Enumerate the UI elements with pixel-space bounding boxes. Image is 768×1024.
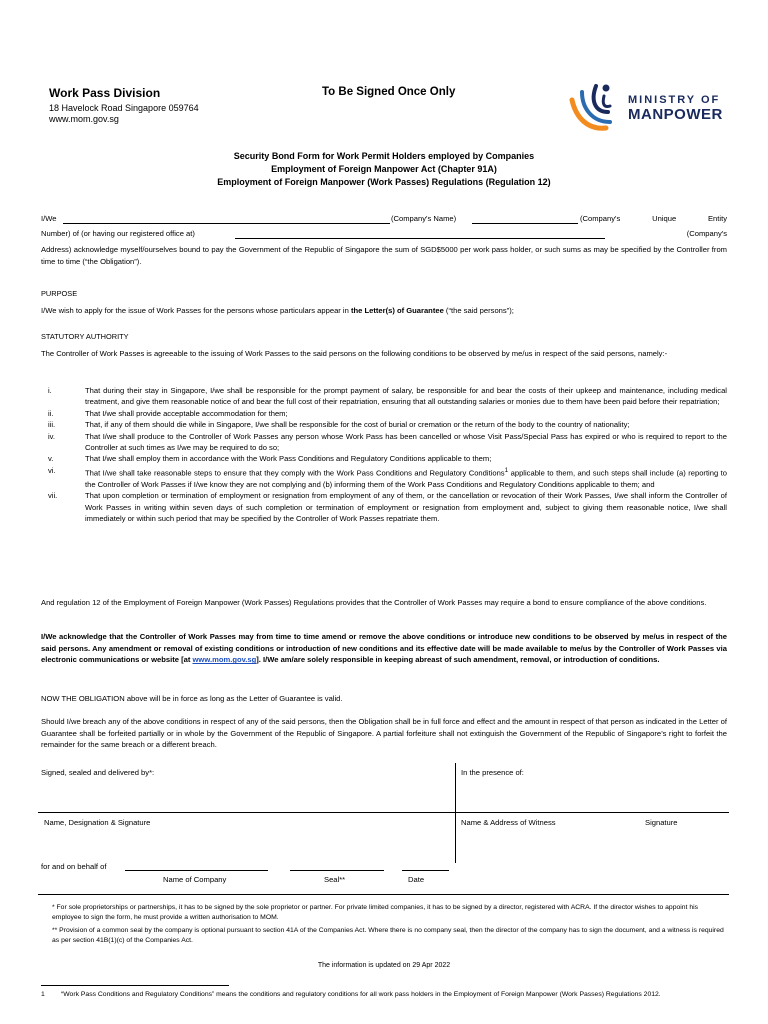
- purpose-text-b: (“the said persons”);: [445, 306, 514, 315]
- form-title-1: Security Bond Form for Work Permit Holders employed by Companies: [233, 151, 535, 161]
- signed-by-label: Signed, sealed and delivered by*:: [41, 768, 155, 777]
- condition-item: [41, 453, 727, 464]
- footnote: [41, 990, 731, 1000]
- condition-item: [41, 385, 727, 408]
- condition-item: [41, 465, 727, 490]
- obligation-rest: above will be in force as long as the Letter of Guarantee is valid.: [126, 694, 343, 703]
- form-titles: [0, 150, 768, 189]
- division-website: www.mom.gov.sg: [49, 114, 119, 124]
- division-title: Work Pass Division: [49, 86, 161, 100]
- company-name-blank[interactable]: [63, 223, 390, 224]
- company-name-field[interactable]: [125, 870, 268, 871]
- condition-text: That I/we shall provide acceptable accommodation for them;: [85, 408, 288, 418]
- seal-caption: Seal**: [324, 875, 346, 884]
- condition-text: [85, 465, 727, 490]
- witness-label: Name & Address of Witness: [461, 818, 556, 827]
- conditions-list: [41, 385, 727, 524]
- intro-company-name-label: (Company's Name): [391, 214, 457, 223]
- form-title-2: Employment of Foreign Manpower Act (Chapter 91A): [271, 164, 497, 174]
- condition-text: That during their stay in Singapore, I/we shall be responsible for the prompt payment of salary, be responsible for and bear the costs of their upkeep and maintenance, including medical treatment, and give them reasonable notice of and bear the full cost of their repatriation, ensuring that all outstanding salaries or monies due to them have been paid before their repatriation;: [85, 386, 727, 407]
- note-common-seal: ** Provision of a common seal by the company is optional pursuant to section 41A of the Companies Act. Where there is no company seal, then the director of the company has to sign the document, and a witness is required as per section 41B(1)(c) of the Companies Act.: [52, 927, 724, 944]
- footnote-ref: 1: [504, 466, 509, 474]
- witness-signature-label: Signature: [645, 818, 678, 827]
- presence-label: In the presence of:: [461, 768, 524, 777]
- form-title-3: Employment of Foreign Manpower (Work Passes) Regulations (Regulation 12): [217, 177, 551, 187]
- updated-note: The information is updated on 29 Apr 2022: [317, 962, 451, 969]
- condition-item: [41, 431, 727, 454]
- company-name-caption: Name of Company: [163, 875, 227, 884]
- signature-divider: [455, 763, 456, 863]
- mom-website-link[interactable]: www.mom.gov.sg: [192, 655, 257, 665]
- seal-field[interactable]: [290, 870, 384, 871]
- purpose-text: [41, 305, 727, 317]
- obligation-text: [41, 693, 727, 705]
- condition-num: v.: [48, 454, 54, 464]
- condition-num: ii.: [48, 408, 54, 418]
- uen-blank[interactable]: [472, 223, 578, 224]
- purpose-text-a: I/We wish to apply for the issue of Work Passes for the persons whose particulars appear in: [41, 306, 349, 315]
- condition-text-b: applicable to them, and such steps shall include (a) reporting to the Controller of Work Passes if I/we know they are not complying and (b) informing them of the Work Pass Conditions and Regulatory Conditions applicable to them; and: [85, 468, 727, 489]
- signature-line[interactable]: [38, 812, 729, 813]
- condition-item: [41, 419, 727, 430]
- date-caption: Date: [408, 875, 425, 884]
- breach-text: Should I/we breach any of the above conditions in respect of any of the said persons, then the Obligation shall be in full force and effect and the amount in respect of that person as indicated in the Letter of Guarantee shall be forfeited partially or in whole by the Government of the Republic of Singapore. A partial forfeiture shall not extinguish the Government of the Republic of Singapore’s right to forfeit the remainder for the same breach or a different breach.: [41, 717, 727, 750]
- obligation-bold: NOW THE OBLIGATION: [41, 694, 125, 703]
- division-address: 18 Havelock Road Singapore 059764: [49, 103, 199, 113]
- regulation-12-text: And regulation 12 of the Employment of Foreign Manpower (Work Passes) Regulations provides that the Controller of Work Passes may require a bond to ensure compliance of the above conditions.: [41, 598, 707, 607]
- address-blank[interactable]: [235, 238, 605, 239]
- condition-item: [41, 490, 727, 524]
- condition-text: That upon completion or termination of employment or resignation from employment of any of them, or the cancellation or revocation of their Work Passes, I/we shall inform the Controller of Work Passes in writing within seven days of such completion or termination of employment or resignation from employment and, subject to giving them reasonable notice, I/we shall immediately or within such period that may be specified by the Controller of Work Passes repatriate them.: [85, 491, 727, 523]
- mom-logo: [566, 78, 736, 142]
- condition-num: iii.: [48, 420, 56, 430]
- notes-divider: [38, 894, 729, 895]
- statutory-text: The Controller of Work Passes is agreeable to the issuing of Work Passes to the said persons on the following conditions to be observed by me/us in respect of the said persons, namely:-: [41, 349, 668, 358]
- purpose-text-bold: the Letter(s) of Guarantee: [350, 306, 444, 315]
- acknowledge-text-b: ]. I/We am/are solely responsible in keeping abreast of such amendment, removal, or introduction of conditions.: [256, 655, 660, 665]
- statutory-heading: STATUTORY AUTHORITY: [41, 332, 129, 341]
- footnote-text: “Work Pass Conditions and Regulatory Conditions” means the conditions and regulatory conditions for all work pass holders in the Employment of Foreign Manpower (Work Passes) Regulations 2012.: [61, 991, 661, 998]
- logo-text-line2: MANPOWER: [628, 106, 723, 123]
- intro-company-s: (Company's: [686, 229, 727, 238]
- condition-num: vi.: [48, 465, 56, 475]
- intro-text: Address) acknowledge myself/ourselves bound to pay the Government of the Republic of Singapore the sum of SGD$5000 per work pass holder, or such sums as may be specified by the Controller from time to time (“the Obligation”).: [41, 245, 727, 266]
- on-behalf-label: for and on behalf of: [41, 862, 107, 871]
- condition-text: That I/we shall produce to the Controller of Work Passes any person whose Work Pass has been cancelled or whose Visit Pass/Special Pass has expired or who is required to report to the Controller at such times as I/we may be required to do so;: [85, 431, 727, 453]
- condition-text: That, if any of them should die while in Singapore, I/we shall be responsible for the cost of burial or cremation or the return of the body to the country of nationality;: [85, 420, 630, 430]
- intro-we: I/We: [41, 214, 57, 223]
- condition-text-a: That I/we shall take reasonable steps to ensure that they comply with the Work Pass Conditions and Regulatory Conditions: [85, 468, 505, 478]
- date-field[interactable]: [402, 870, 449, 871]
- intro-uen-label: (Company's Unique Entity: [580, 214, 727, 223]
- purpose-heading: PURPOSE: [41, 289, 78, 298]
- acknowledge-text-a: I/We acknowledge that the Controller of Work Passes may from time to time amend or remove the above conditions or introduce new conditions to be observed by me/us in respect of the said persons. Any amendment or removal of existing conditions or introduction of new conditions and its effective date will be made available to me/us by the Controller of Work Passes via electronic communications or website [at: [41, 632, 727, 665]
- condition-text: That I/we shall employ them in accordance with the Work Pass Conditions and Regulatory Conditions applicable to them;: [85, 454, 492, 464]
- condition-item: [41, 408, 727, 419]
- footnote-divider: [41, 985, 229, 986]
- condition-num: i.: [48, 386, 52, 395]
- name-designation-label: Name, Designation & Signature: [44, 818, 151, 827]
- logo-text-line1: MINISTRY OF: [628, 94, 721, 106]
- condition-num: iv.: [48, 431, 56, 441]
- note-sole-proprietor: * For sole proprietorships or partnerships, it has to be signed by the sole proprietor or partner. For private limited companies, it has to be signed by a director, registered with ACRA. If the director wishes to appoint his employee to sign the form, he must provide a written authorisation to MOM.: [52, 904, 699, 921]
- condition-num: vii.: [48, 491, 58, 501]
- signed-once-note: To Be Signed Once Only: [322, 86, 456, 98]
- acknowledge-text: [41, 631, 727, 666]
- intro-uen-label-2: Number) of (or having our registered office at): [41, 229, 195, 238]
- footnote-num: 1: [41, 991, 45, 998]
